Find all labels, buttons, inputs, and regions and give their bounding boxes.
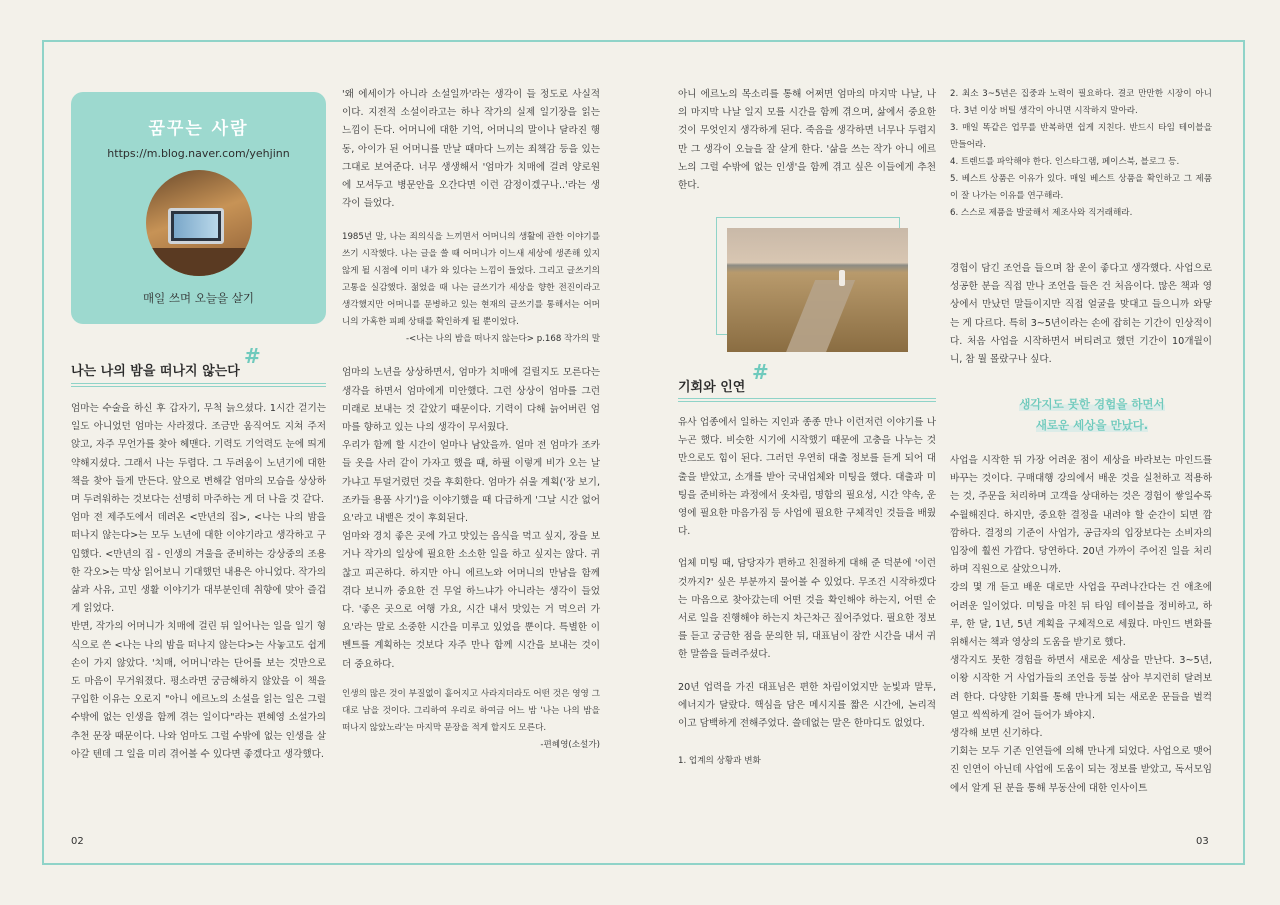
paragraph: 사업을 시작한 뒤 가장 어려운 점이 세상을 바라보는 마인드를 바꾸는 것이다. 구매대행 강의에서 배운 것을 실천하고 적용하는 것, 주문을 처리하며 고객을 상대하는 것은 경험이 쌓일수록 수월해진다. 하지만, 중요한 결정을 내려야 할 순간이 되면 깜깜하다. 결정의 기준이 사업가, 공급자의 입장보다는 소비자의 입장에 훨씬 가깝다. 당연하다. 20년 가까이 주어진 일을 처리하며 직원으로 살았으니까.	[950, 455, 1212, 576]
paragraph: 기회는 모두 기존 인연들에 의해 만나게 되었다. 사업으로 맺어진 인연이 아닌데 사업에 도움이 되는 정보를 받았고, 독서모임에서 알게 된 분을 통해 부동산에 대한 인사이트	[950, 746, 1212, 794]
paragraph: 20년 업력을 가진 대표님은 편한 차림이었지만 눈빛과 말투, 에너지가 달랐다. 핵심을 담은 메시지를 짧은 시간에, 논리적이고 담백하게 전해주었다. 쓸데없는 말은 한마디도 없었다.	[678, 681, 936, 730]
quote-source: -편혜영(소설가)	[540, 739, 600, 750]
hash-icon: #	[752, 360, 769, 384]
profile-name: 꿈꾸는 사람	[148, 119, 249, 139]
pull-quote-line: 생각지도 못한 경험을 하면서	[1019, 397, 1165, 411]
pull-quote	[945, 394, 1239, 436]
list-item: 6. 스스로 제품을 발굴해서 제조사와 직거래해라.	[950, 208, 1133, 218]
desk-shape	[146, 248, 252, 276]
paragraph: 엄마 전 제주도에서 데려온 <만년의 집>, <나는 나의 밤을 떠나지 않는다>는 모두 노년에 대한 이야기라고 생각하고 구입했다. <만년의 집 - 인생의 겨울을 준비하는 강상중의 조용한 각오>는 막상 읽어보니 기대했던 내용은 아니었다. 작가의 삶과 사유, 고민 생활 이야기가 대부분인데 취향에 맞아 즐겁게 읽었다.	[71, 512, 326, 615]
column-3	[678, 414, 936, 770]
page-number-left: 02	[71, 836, 84, 847]
column-4-list	[950, 86, 1212, 222]
paragraph: 생각지도 못한 경험을 하면서 새로운 세상을 만난다. 3~5년, 이왕 시작한 거 사업가들의 조언을 등불 삼아 부지런히 달려보려 한다. 다양한 기회를 통해 만나게 되는 새로운 문들을 벌컥 열고 씩씩하게 걸어 들어가 봐야지.	[950, 655, 1212, 721]
paragraph: 반면, 작가의 어머니가 치매에 걸린 뒤 일어나는 일을 일기 형식으로 쓴 <나는 나의 밤을 떠나지 않는다>는 사놓고도 쉽게 손이 가지 않았다. '치매, 어머니'라는 단어를 보는 것만으로도 마음이 무거워졌다. 평소라면 궁금해하지 않았을 이 책을 구입한 이유는 오로지 "아니 에르노의 소설을 읽는 일은 그럴 수밖에 없는 인생을 함께 겪는 일이다"라는 편혜영 소설가의 추천 문장 때문이다. 나와 엄마도 그럴 수밖에 없는 인생을 살아갈 텐데 그 일을 미리 겪어볼 수 있다면 좋겠다고 생각했다.	[71, 621, 326, 760]
paragraph: '왜 에세이가 아니라 소설일까'라는 생각이 들 정도로 사실적이다. 지전적 소설이라고는 하나 작가의 실제 일기장을 읽는 느낌이 든다. 어머니에 대한 기억, 어머니의 말이나 달라진 행동, 아이가 된 어머니를 만날 때마다 느끼는 죄책감 등을 있는 그대로 보여준다. 너무 생생해서 '엄마가 치매에 걸려 양로원에 모셔두고 병문안을 오간다면 이런 감정이겠구나..'라는 생각이 들었다.	[342, 89, 600, 210]
person-shape	[839, 270, 845, 286]
paragraph: 경험이 담긴 조언을 들으며 참 운이 좋다고 생각했다. 사업으로 성공한 분을 직접 만나 조언을 들은 건 처음이다. 많은 책과 영상에서 만났던 말들이지만 직접 얼굴을 맞대고 들으니까 와닿는 게 다르다. 특히 3~5년이라는 손에 잡히는 기간이 인상적이다. 처음 사업을 시작하면서 버티려고 했던 기간이 10개월이니, 참 뭘 몰랐구나 싶다.	[950, 263, 1212, 366]
paragraph: 엄마의 노년을 상상하면서, 엄마가 치매에 걸릴지도 모른다는 생각을 하면서 엄마에게 미안했다. 그런 상상이 엄마를 그런 미래로 보내는 것 같았기 때문이다. 기력이 다해 늙어버린 엄마를 향하고 있는 나의 생각이 무서웠다.	[342, 367, 600, 434]
paragraph: 생각해 보면 신기하다.	[950, 728, 1043, 740]
paragraph: 유사 업종에서 일하는 지인과 종종 만나 이런저런 이야기를 나누곤 했다. 비슷한 시기에 시작했기 때문에 고충을 나누는 것만으로도 힘이 된다. 그러던 우연히 대출 정보를 듣게 되어 대출을 받았고, 소개를 받아 국내업체와 미팅을 했다. 대출과 미팅을 준비하는 과정에서 옷차림, 명함의 필요성, 시간 약속, 운영에 필요한 마음가짐 등 사업에 필요한 구체적인 것들을 배웠다.	[678, 417, 936, 538]
column-4	[950, 452, 1212, 798]
section-title-night: 나는 나의 밤을 떠나지 않는다	[71, 364, 240, 379]
laptop-icon	[168, 208, 224, 244]
column-2	[342, 86, 600, 754]
profile-card	[71, 92, 326, 324]
page-number-right: 03	[1196, 836, 1209, 847]
boardwalk-photo	[727, 228, 908, 352]
paragraph: 엄마는 수술을 하신 후 갑자기, 무척 늙으셨다. 1시간 걷기는 일도 아니었던 엄마는 사라졌다. 조금만 움직여도 지쳐 주저앉고, 자주 무언가를 찾아 헤맨다. 기력도 기억력도 눈에 띄게 약해지셨다. 그래서 나는 두렵다. 그 두려움이 노년기에 대한 책을 찾아 들게 만든다. 앞으로 변해갈 엄마의 모습을 상상하며 두려워하는 것보다는 선명히 마주하는 게 더 나을 것 같다.	[71, 403, 326, 506]
quote-source: -<나는 나의 밤을 떠나지 않는다> p.168 작가의 말	[405, 334, 600, 345]
paragraph: 강의 몇 개 듣고 배운 대로만 사업을 꾸려나간다는 건 애초에 어려운 일이었다. 미팅을 마친 뒤 타임 테이블을 정비하고, 하루, 한 달, 1년, 5년 계획을 구체적으로 세웠다. 마인드 변화를 위해서는 책과 영상의 도움을 받기로 했다.	[950, 582, 1212, 649]
paragraph: 우리가 함께 할 시간이 얼마나 남았을까. 얼마 전 엄마가 조카들 옷을 사러 같이 가자고 했을 때, 하필 이렇게 비가 오는 날 가냐고 투덜거렸던 것을 후회한다. 엄마가 쉬울 계획('장 보기, 조카들 용품 사기')을 이야기했을 때 다급하게 '그날 시간 없어요'라고 내뱉은 것이 후회된다.	[342, 440, 600, 525]
book-quote: 1985년 말, 나는 죄의식을 느끼면서 어머니의 생활에 관한 이야기를 쓰기 시작했다. 나는 글을 쓸 때 어머니가 이느새 세상에 생존해 있지 않게 될 시점에 이미 내가 와 있다는 느낌이 들었다. 그리고 글쓰기의 고통을 실감했다. 젊었을 때 나는 글쓰기가 세상을 향한 전진이라고 생각했지만 어머니를 문병하고 있는 현재의 글쓰기를 통해서는 어머니의 가혹한 피폐 상태를 확인하게 될 뿐이었다.	[342, 232, 600, 328]
avatar	[146, 170, 252, 276]
paragraph: 아니 에르노의 목소리를 통해 어쩌면 엄마의 마지막 나날, 나의 마지막 나날 일지 모를 시간을 함께 겪으며, 삶에서 중요한 것이 무엇인지 생각하게 된다. 죽음을 생각하면 너무나 두렵지만 그 생각이 오늘을 잘 살게 한다. '삶을 쓰는 작가 아니 에르노의 그럴 수밖에 없는 인생'을 함께 겪고 싶은 이들에게 추천한다.	[678, 89, 936, 192]
list-item: 3. 매일 똑같은 업무를 반복하면 쉽게 지친다. 반드시 타임 테이블을 만들어라.	[950, 123, 1212, 150]
hash-icon: #	[244, 344, 261, 368]
section-divider	[678, 398, 936, 402]
section-divider	[71, 383, 326, 387]
pull-quote-line: 새로운 세상을 만났다.	[1035, 418, 1149, 432]
column-3-intro	[678, 86, 936, 195]
boardwalk-shape	[779, 280, 855, 352]
column-4-para	[950, 260, 1212, 369]
profile-caption: 매일 쓰며 오늘을 살기	[143, 291, 254, 305]
paragraph: 업체 미팅 때, 담당자가 편하고 친절하게 대해 준 덕분에 '이런 것까지?' 싶은 부분까지 물어볼 수 있었다. 무조건 시작하겠다는 마음으로 찾아갔는데 어떤 것을 확인해야 하는지, 어떤 순서로 일을 진행해야 하는지 차근차근 짚어주었다. 필요한 정보를 듣고 궁금한 점을 문의한 뒤, 대표님이 잠깐 시간을 내서 귀한 말씀을 들려주셨다.	[678, 558, 936, 661]
list-item: 2. 최소 3~5년은 집중과 노력이 필요하다. 결코 만만한 시장이 아니다. 3년 이상 버틸 생각이 아니면 시작하지 말아라.	[950, 89, 1212, 116]
list-item: 5. 베스트 상품은 이유가 있다. 매일 베스트 상품을 확인하고 그 제품이 잘 나가는 이유를 연구해라.	[950, 174, 1212, 201]
profile-url[interactable]: https://m.blog.naver.com/yehjinn	[107, 147, 290, 160]
column-1	[71, 400, 326, 764]
recommend-quote: 인생의 많은 것이 부질없이 흩어지고 사라지더라도 어떤 것은 영영 그대로 남을 것이다. 그리하여 우리로 하여금 어느 밤 '나는 나의 밤을 떠나지 않았노라'는 마지막 문장을 적게 할지도 모른다.	[342, 688, 600, 733]
list-item: 4. 트렌드를 파악해야 한다. 인스타그램, 페이스북, 블로그 등.	[950, 157, 1180, 167]
list-item: 1. 업계의 상황과 변화	[678, 756, 761, 767]
paragraph: 엄마와 경치 좋은 곳에 가고 맛있는 음식을 먹고 싶지, 장을 보거나 작가의 일상에 필요한 소소한 일을 하고 싶지는 않다. 귀찮고 피곤하다. 하지만 아니 에르노와 어머니의 만남을 함께 겪다 보니까 중요한 건 무얼 하느냐가 아니라는 생각이 들었다. '좋은 곳으로 여행 가요, 시간 내서 맛있는 거 먹으러 가요'라는 말로 소중한 시간을 미루고 있었을 뿐이다. 특별한 이벤트를 계획하는 것보다 자주 만나 함께 시간을 보내는 것이 더 중요하다.	[342, 531, 600, 670]
section-title-opportunity: 기회와 인연	[678, 380, 746, 395]
